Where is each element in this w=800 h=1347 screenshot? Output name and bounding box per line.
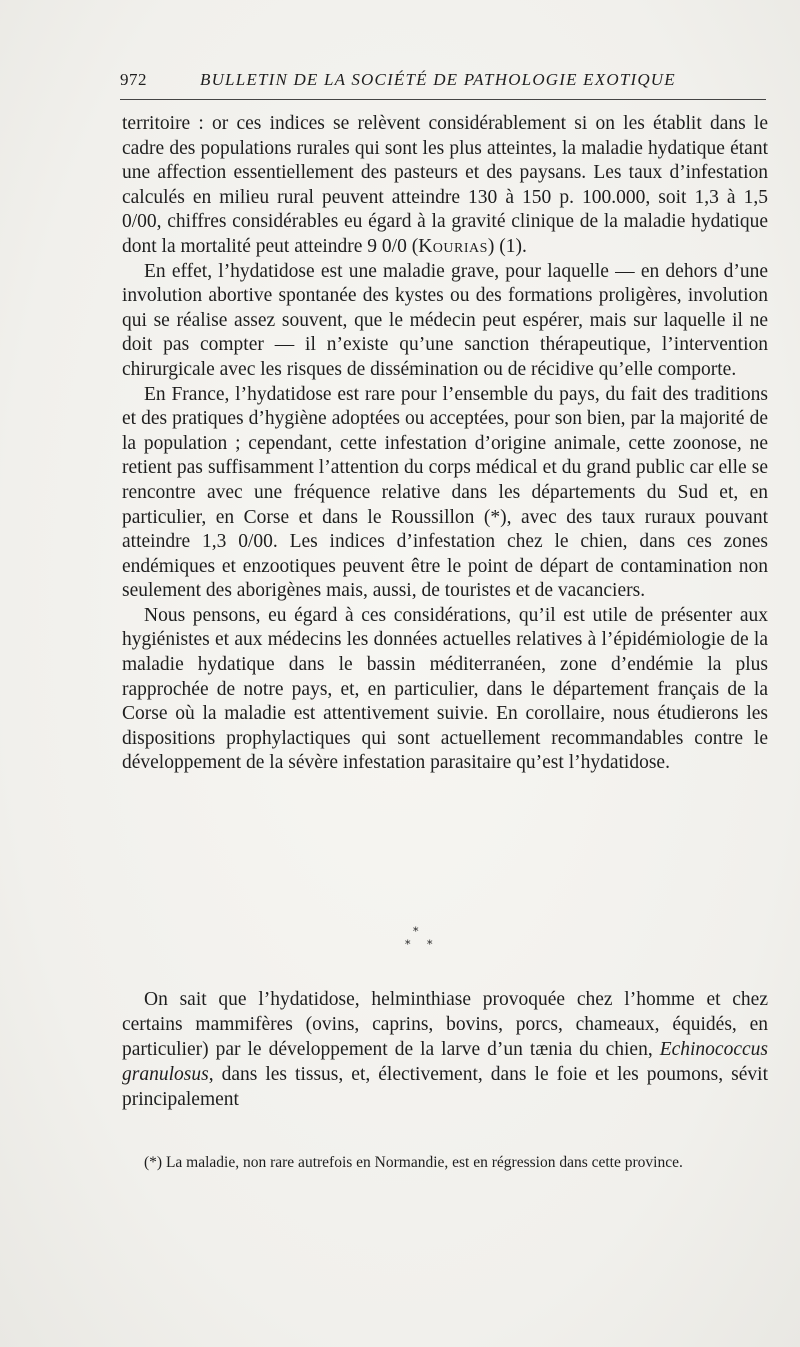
- asterism-star-left: *: [405, 938, 411, 951]
- footnote: [122, 1153, 768, 1173]
- page-header: [120, 70, 766, 94]
- reference-marker: (1).: [499, 235, 527, 257]
- footnote-text: (*) La maladie, non rare autrefois en Normandie, est en régression dans cette province.: [144, 1154, 683, 1171]
- section-2-text: [122, 987, 768, 1112]
- asterism-star-right: *: [427, 938, 433, 951]
- asterism-star-top: *: [413, 925, 419, 938]
- section-asterism: [405, 925, 445, 955]
- paragraph-5: [122, 987, 768, 1112]
- paragraph-3: En France, l’hydatidose est rare pour l’ensemble du pays, du fait des traditions et des pratiques d’hygiène adoptées ou acceptées, pour son bien, par la majorité de la population ; cependant, cette infestation d’origine animale, cette zoonose, ne retient pas suffisamment l’attention du corps médical et du grand public car elle se rencontre avec une fréquence relative dans les départements du Sud et, en particulier, en Corse et dans le Roussillon (*), avec des taux ruraux pouvant atteindre 1,3 0/00. Les indices d’infestation chez le chien, dans ces zones endémiques et enzootiques peuvent être le point de départ de contamination non seulement des aborigènes mais, aussi, de touristes et de vacanciers.: [122, 383, 768, 602]
- paragraph-5-start: On sait que l’hydatidose, helminthiase provoquée chez l’homme et chez certains mammifères (ovins, caprins, bovins, porcs, chameaux, équidés, en particulier) par le développement de la larve d’un tænia du chien,: [122, 989, 768, 1060]
- paragraph-1-text: territoire : or ces indices se relèvent considérablement si on les établit dans le cadre des populations rurales qui sont les plus atteintes, la maladie hydatique étant une affection essentiellement des pasteurs et des paysans. Les taux d’infestation calculés en milieu rural peuvent atteindre 130 à 150 p. 100.000, soit 1,3 à 1,5 0/00, chiffres considérables eu égard à la gravité clinique de la maladie hydatique dont la mortalité peut atteindre 9 0/0: [122, 113, 768, 257]
- paragraph-1: territoire : or ces indices se relèvent considérablement si on les établit dans le cadre des populations rurales qui sont les plus atteintes, la maladie hydatique étant une affection essentiellement des pasteurs et des paysans. Les taux d’infestation calculés en milieu rural peuvent atteindre 130 à 150 p. 100.000, soit 1,3 à 1,5 0/00, chiffres considérables eu égard à la gravité clinique de la maladie hydatique dont la mortalité peut atteindre 9 0/0 (Kourias) (1).: [122, 113, 768, 257]
- body-text: [122, 112, 768, 776]
- running-head: BULLETIN DE LA SOCIÉTÉ DE PATHOLOGIE EXOTIQUE: [200, 70, 676, 89]
- page-number: 972: [120, 70, 147, 89]
- species-name: Echinococcus granulosus: [122, 1039, 768, 1085]
- author-citation: Kourias: [418, 235, 488, 257]
- paragraph-4: Nous pensons, eu égard à ces considérations, qu’il est utile de présenter aux hygiénistes et aux médecins les données actuelles relatives à l’épidémiologie de la maladie hydatique dans le bassin méditerranéen, zone d’endémie la plus rapprochée de notre pays, et, en particulier, dans le département français de la Corse où la maladie est attentivement suivie. En corollaire, nous étudierons les dispositions prophylactiques qui sont actuellement recommandables contre le développement de la sévère infestation parasitaire qu’est l’hydatidose.: [122, 604, 768, 774]
- paragraph-5-end: , dans les tissus, et, électivement, dans le foie et les poumons, sévit principalement: [122, 1064, 768, 1110]
- paragraph-2: En effet, l’hydatidose est une maladie grave, pour laquelle — en dehors d’une involution abortive spontanée des kystes ou des formations proligères, involution qui se réalise assez souvent, que le médecin peut espérer, mais sur laquelle il ne doit pas compter — il n’existe qu’une sanction thérapeutique, l’intervention chirurgicale avec les risques de dissémination ou de récidive qu’elle comporte.: [122, 260, 768, 380]
- header-rule: [120, 99, 766, 100]
